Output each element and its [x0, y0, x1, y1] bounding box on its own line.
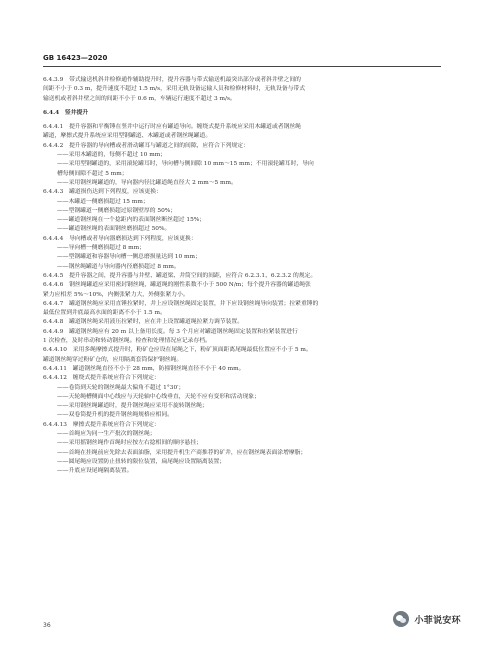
text-line: 6.4.4.4 导向槽或者导向器磨损达到下列程度，应该更换：	[43, 235, 197, 242]
text-line: 6.4.4.6 钢丝绳罐道应采用密封钢丝绳，罐道绳的刚性系数不小于 500 N/m；每个提升容器的罐道绳张	[43, 282, 311, 289]
text-line: 6.4.3.9 带式输送机斜井检修通作辅助提升时，提升容器与带式输送机最突出部分或者斜井壁之间的	[43, 77, 301, 83]
text-line: 6.4.4.3 罐道损伤达到下列程度，应该更换：	[43, 189, 162, 196]
header-divider	[43, 66, 441, 67]
text-line: ——首绳在挂绳前应先除去表面油脂，采用提升机生产商推荐的矿井，应在钢丝绳表面涂增摩脂；	[57, 449, 307, 456]
text-line: ——木罐道一侧磨损超过 15 mm；	[57, 198, 149, 205]
text-line: ——采用钢丝绳罐道的，导向器内径比罐道绳直径大 2 mm～5 mm。	[57, 179, 237, 186]
text-line: 6.4.4.9 罐道钢丝绳应有 20 m 以上备用长度。每 3 个月应对罐道钢丝绳固定装置和拉紧装置进行	[43, 328, 298, 335]
text-line: 罐道，摩擦式提升系统应采用型钢罐道、木罐道或者钢丝绳罐道。	[43, 133, 212, 140]
text-line: 间距不小于 0.3 m，提升速度不超过 1.5 m/s，采用无轨设备运输人员和检修材料时，无轨设备与带式	[43, 86, 306, 93]
text-line: 6.4.4.8 罐道钢丝绳采用液压拉紧时，应在井上设置罐道绳拉紧力调节装置。	[43, 319, 243, 326]
standard-number: GB 16423—2020	[43, 54, 108, 62]
watermark-text: 小菲说安环	[414, 615, 461, 626]
text-line: 6.4.4.7 罐道钢丝绳应采用直锤拉紧时，井上应设钢丝绳固定装置，井下应设钢丝绳导向装置；拉紧重锤的	[43, 300, 319, 307]
text-line: ——钢丝绳罐道与导向器内径磨损超过 8 mm。	[57, 263, 180, 270]
text-line: ——型钢罐道一侧磨损超过原钢壁厚的 50%；	[57, 207, 177, 214]
text-line: 6.4.4.13 摩擦式提升系统应符合下列规定：	[43, 421, 160, 428]
text-line: 6.4.4.5 提升容器之间，提升容器与井壁、罐道梁、井筒空间的间距，应符合 6.2.3.1、6.2.3.2 的规定。	[43, 272, 317, 279]
text-line: ——罐道钢丝绳的表面钢丝磨损超过 50%。	[57, 226, 171, 233]
text-line: ——采用型钢罐道的，采用滚轮罐耳时，导向槽与侧间隙 10 mm～15 mm；不用滚轮罐耳时，导向	[57, 161, 314, 168]
text-line: ——导向槽一侧磨损超过 8 mm；	[57, 245, 145, 252]
text-line: 输送机或者斜井壁之间的间距不小于 0.6 m，车辆运行速度不超过 3 m/s。	[43, 95, 236, 102]
page-number: 36	[43, 622, 51, 629]
text-line: ——罐道钢丝绳在一个捻距内的表面钢丝断丝超过 15%；	[57, 217, 206, 224]
text-line: 6.4.4 竖井提升	[43, 109, 89, 116]
wechat-icon	[393, 611, 409, 627]
text-line: 罐道钢丝绳穿过粉矿仓的，应用隔离套筒保护钢丝绳。	[43, 356, 183, 363]
text-line: 6.4.4.12 缠绕式提升系统应符合下列规定：	[43, 375, 160, 382]
text-line: ——升底应设尾绳隔离装置。	[57, 468, 133, 475]
text-line: 1 次检查，及时串动和转动钢丝绳。检查和处理情况应记录存档。	[43, 338, 211, 345]
text-line: 槽每侧间隙不超过 5 mm；	[57, 170, 128, 177]
text-line: ——采用木罐道的，每侧不超过 10 mm；	[57, 152, 167, 159]
text-line: ——首绳应为同一生产批次的钢丝绳；	[57, 430, 156, 437]
text-line: 最低位置到井底最高水面的距离不小于 1.5 m。	[43, 310, 166, 317]
document-body	[43, 76, 441, 476]
text-line: ——圆尾绳应设置防止扭转的限位装置，扁尾绳应设置隔离装置；	[57, 458, 226, 465]
watermark	[393, 611, 461, 627]
text-line: ——卷筒到天轮的钢丝绳最大偏角不超过 1°30′；	[57, 384, 185, 391]
text-line: ——天轮绳槽侧面中心线应与天轮轴中心线垂直，天轮不应有变形和活动现象；	[57, 393, 260, 400]
text-line: 6.4.4.11 罐道钢丝绳直径不小于 28 mm，防撞钢丝绳直径不小于 40 mm。	[43, 365, 245, 372]
text-line: ——双卷筒提升机的提升钢丝绳规格应相同。	[57, 412, 173, 419]
text-line: 6.4.4.1 提升容器和平衡锤在竖井中运行时应有罐道导向。缠绕式提升系统应采用木罐道或者钢丝绳	[43, 124, 301, 131]
text-line: ——采用钢丝绳罐道时，提升钢丝绳应采用不旋转钢丝绳；	[57, 403, 208, 410]
text-line: 6.4.4.10 采用多绳摩擦式提升时，粉矿仓应设在尾绳之下，粉矿顶面距离尾绳最低位置应不小于 5 m。	[43, 347, 312, 354]
text-line: ——型钢罐道和容器导向槽一侧总磨损量达到 10 mm；	[57, 254, 201, 261]
text-line: ——采用摇钢丝绳作首绳时应按左右捻相间的顺序悬挂；	[57, 440, 202, 447]
text-line: 紧力应相差 5%～10%，内侧张紧力大，外侧张紧力小。	[43, 291, 189, 298]
text-line: 6.4.4.2 提升容器的导向槽或者滑动罐耳与罐道之间的间隙，应符合下列规定：	[43, 142, 249, 149]
